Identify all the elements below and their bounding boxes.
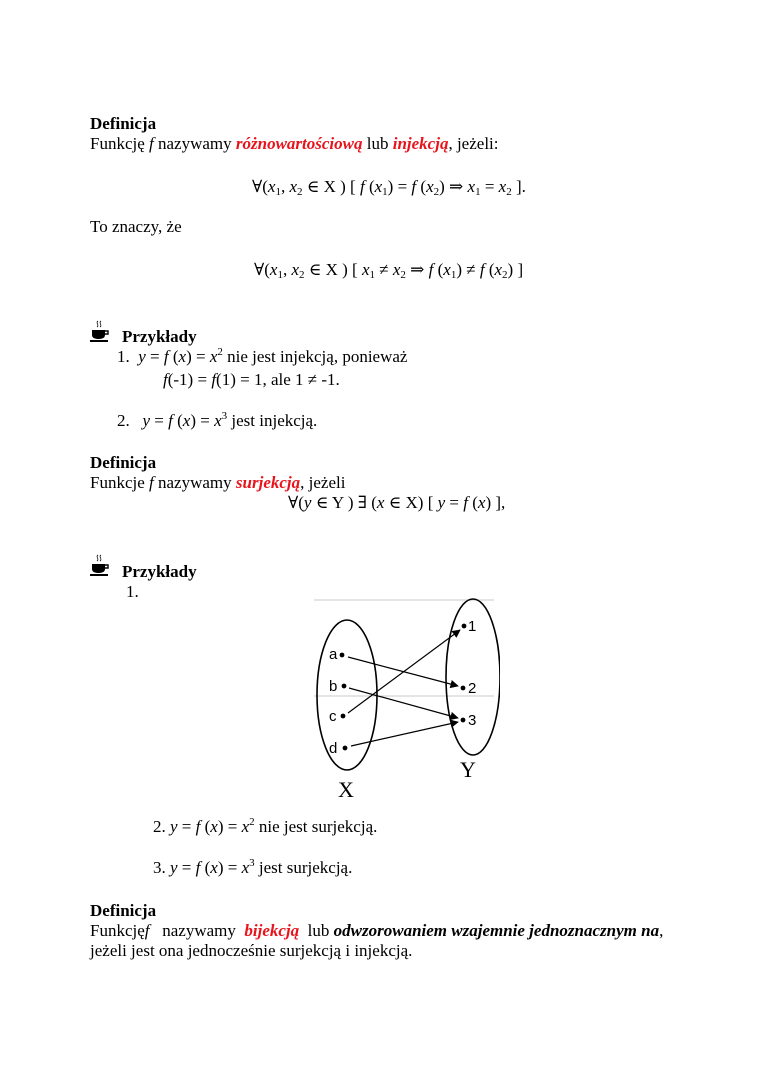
item-number: 2.: [153, 817, 166, 836]
text: ,: [659, 921, 664, 940]
formula-part: f: [411, 177, 417, 196]
formula-part: (: [200, 858, 211, 877]
definition-heading-1: Definicja: [90, 114, 157, 133]
formula-part: f: [195, 817, 201, 836]
definition-heading-3: Definicja: [90, 901, 157, 920]
formula-part: f: [163, 347, 169, 366]
element-d-label: d: [329, 740, 338, 757]
mapping-diagram: [300, 595, 500, 800]
element-b-label: b: [329, 678, 338, 695]
text: Funkcję: [90, 921, 145, 940]
formula-part: ∀(: [254, 260, 270, 279]
example-2-item-1-number: 1.: [126, 582, 139, 601]
formula-part: (: [467, 493, 478, 512]
coffee-cup-icon: [90, 320, 110, 342]
formula-part: ∈ X) [: [384, 493, 438, 512]
element-c-label: c: [329, 708, 337, 725]
text: nie jest injekcją, ponieważ: [222, 347, 408, 366]
formula-part: x: [426, 177, 434, 196]
formula-part: y: [303, 493, 312, 512]
formula-part: x: [494, 260, 503, 279]
formula-part: =: [480, 177, 499, 196]
formula-part: ) ],: [485, 493, 506, 512]
formula-sub: 2: [299, 269, 305, 281]
formula-part: ) =: [190, 411, 215, 430]
examples-heading-2: Przykłady: [122, 562, 197, 581]
formula-part: x: [291, 260, 300, 279]
formula-part: x: [210, 858, 218, 877]
text: Funkcje: [90, 473, 145, 492]
formula-sub: 1: [277, 269, 283, 281]
term-odwzorowanie: odwzorowaniem wzajemnie jednoznacznym na: [333, 921, 660, 940]
formula-part: ≠: [375, 260, 393, 279]
formula-part: x: [214, 411, 222, 430]
formula-part: (: [200, 817, 211, 836]
formula-part: (-1) =: [167, 370, 212, 389]
arrow-c-to-1: [348, 630, 460, 713]
formula-part: ) =: [186, 347, 210, 366]
formula-part: x: [241, 817, 250, 836]
definition-line-bijection-2: jeżeli jest ona jednocześnie surjekcją i injekcją.: [90, 941, 413, 960]
formula-injection: [252, 177, 526, 197]
formula-sub: 1: [275, 186, 281, 198]
text: Funkcję: [90, 134, 145, 153]
element-a-dot: [340, 653, 345, 658]
formula-part: x: [392, 260, 401, 279]
formula-part: x: [443, 260, 451, 279]
formula-part: ) =: [217, 817, 242, 836]
formula-part: (: [433, 260, 444, 279]
formula-part: (1) = 1, ale 1 ≠ -1.: [216, 370, 340, 389]
formula-part: ∀(: [252, 177, 268, 196]
symbol-f: f: [149, 134, 154, 153]
element-b-dot: [342, 684, 347, 689]
item-number: 2.: [117, 411, 130, 430]
text: lub: [299, 921, 334, 940]
formula-part: y: [170, 817, 178, 836]
formula-part: x: [241, 858, 250, 877]
formula-part: ,: [282, 260, 292, 279]
formula-part: ].: [511, 177, 526, 196]
formula-part: (: [484, 260, 495, 279]
formula-part: x: [267, 177, 276, 196]
formula-part: ,: [280, 177, 290, 196]
term-surjekcja: surjekcją: [235, 473, 301, 492]
formula-part: ) =: [387, 177, 412, 196]
example-1-item-1: [117, 347, 407, 367]
text: , jeżeli:: [448, 134, 499, 153]
formula-surjection: [288, 493, 505, 513]
element-a-label: a: [329, 646, 338, 663]
formula-part: f: [359, 177, 365, 196]
definition-heading-2: Definicja: [90, 453, 157, 472]
symbol-f: f: [149, 473, 154, 492]
formula-part: x: [289, 177, 298, 196]
formula-sup: 2: [217, 346, 223, 358]
formula-sub: 1: [450, 269, 457, 281]
formula-part: f: [195, 858, 201, 877]
formula-part: ∈ X ) [: [304, 260, 362, 279]
formula-part: y: [437, 493, 446, 512]
formula-part: y: [138, 347, 146, 366]
formula-part: x: [182, 411, 191, 430]
example-2-item-3: [153, 858, 352, 878]
set-y-label: Y: [460, 757, 476, 782]
formula-sup: 3: [249, 857, 255, 869]
text: nazywamy: [158, 473, 232, 492]
formula-part: (: [416, 177, 427, 196]
coffee-cup-icon: [90, 554, 110, 576]
formula-part: x: [210, 817, 218, 836]
formula-part: f: [211, 370, 217, 389]
formula-part: =: [445, 493, 464, 512]
arrow-b-to-3: [349, 688, 458, 718]
element-3-label: 3: [468, 712, 477, 729]
element-c-dot: [341, 714, 346, 719]
formula-part: =: [177, 817, 196, 836]
term-roznowartosciowa: różnowartościową: [235, 134, 363, 153]
formula-sub: 1: [475, 186, 481, 198]
formula-sup: 3: [221, 410, 228, 422]
formula-part: x: [361, 260, 370, 279]
element-d-dot: [343, 746, 348, 751]
formula-part: x: [209, 347, 218, 366]
formula-part: f: [463, 493, 468, 512]
formula-part: ∈ Y ) ∃ (: [311, 493, 377, 512]
formula-part: x: [477, 493, 486, 512]
formula-sub: 1: [382, 186, 388, 198]
formula-part: f: [428, 260, 434, 279]
formula-sub: 2: [506, 186, 512, 198]
formula-part: ) ≠: [456, 260, 480, 279]
text: jest surjekcją.: [254, 858, 353, 877]
formula-part: y: [170, 858, 178, 877]
element-2-label: 2: [468, 680, 477, 697]
formula-sub: 2: [297, 186, 303, 198]
formula-part: ⇒: [405, 260, 429, 279]
formula-injection-contrapositive: [254, 260, 523, 280]
definition-line-bijection: [90, 921, 718, 941]
formula-sub: 2: [400, 269, 406, 281]
term-bijekcja: bijekcją: [244, 921, 300, 940]
to-znaczy-text: To znaczy, że: [90, 217, 182, 236]
definition-line-surjection: [90, 473, 345, 493]
item-number: 3.: [153, 858, 166, 877]
formula-sub: 1: [369, 269, 375, 281]
set-x-label: X: [338, 777, 354, 800]
formula-part: f: [163, 370, 168, 389]
formula-part: (: [364, 177, 375, 196]
formula-sub: 2: [502, 269, 508, 281]
element-1-label: 1: [468, 618, 477, 635]
formula-part: ) ⇒: [439, 177, 468, 196]
formula-part: x: [269, 260, 278, 279]
item-number: 1.: [117, 347, 130, 366]
element-3-dot: [461, 718, 466, 723]
example-2-item-2: [153, 817, 377, 837]
formula-sub: 2: [433, 186, 440, 198]
formula-part: x: [178, 347, 187, 366]
example-1-item-2: [117, 411, 317, 431]
formula-part: ∈ X ) [: [302, 177, 360, 196]
text: nazywamy: [158, 134, 232, 153]
text: nazywamy: [149, 921, 245, 940]
formula-part: ) =: [217, 858, 242, 877]
formula-part: x: [467, 177, 476, 196]
formula-part: x: [376, 493, 385, 512]
text: lub: [366, 134, 389, 153]
formula-part: =: [150, 411, 169, 430]
examples-heading-1: Przykłady: [122, 327, 197, 346]
formula-part: f: [168, 411, 173, 430]
element-1-dot: [462, 624, 467, 629]
formula-part: f: [479, 260, 485, 279]
formula-part: x: [374, 177, 383, 196]
example-1-item-1-detail: [163, 370, 340, 390]
text: nie jest surjekcją.: [254, 817, 378, 836]
formula-part: ) ]: [507, 260, 524, 279]
text: jest injekcją.: [227, 411, 318, 430]
term-injekcja: injekcją: [392, 134, 449, 153]
arrow-d-to-3: [351, 722, 458, 746]
element-2-dot: [461, 686, 466, 691]
formula-part: y: [142, 411, 151, 430]
formula-sup: 2: [249, 816, 255, 828]
formula-part: (: [168, 347, 179, 366]
formula-part: =: [177, 858, 196, 877]
definition-line-injection: [90, 134, 498, 154]
formula-part: =: [145, 347, 164, 366]
text: , jeżeli: [300, 473, 346, 492]
formula-part: (: [172, 411, 183, 430]
symbol-f: f: [144, 921, 150, 940]
formula-part: ∀(: [288, 493, 304, 512]
formula-part: x: [498, 177, 507, 196]
